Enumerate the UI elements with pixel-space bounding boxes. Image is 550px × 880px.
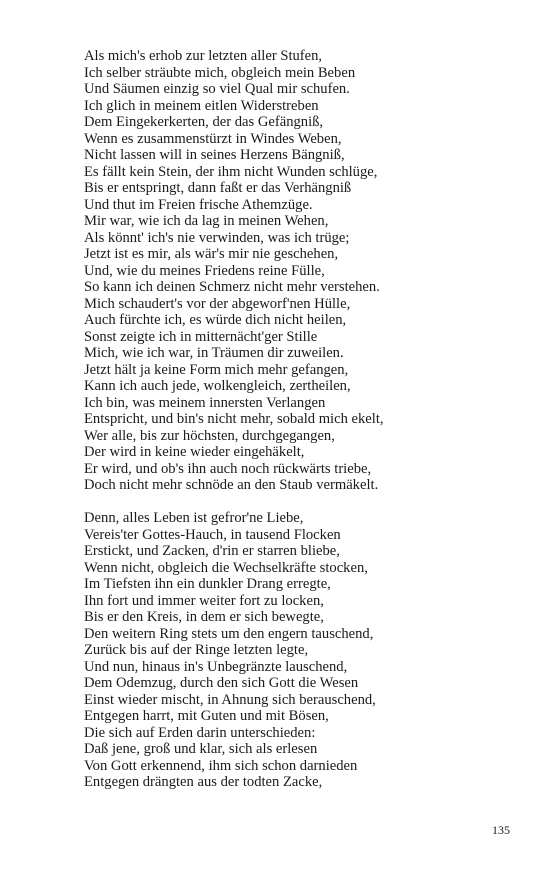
poem-line: Vereis'ter Gottes-Hauch, in tausend Flocken <box>84 526 341 543</box>
poem-line: Ich glich in meinem eitlen Widerstreben <box>84 97 319 114</box>
poem-line: Mir war, wie ich da lag in meinen Wehen, <box>84 213 329 229</box>
poem-line: Auch fürchte ich, es würde dich nicht heilen, <box>84 312 347 328</box>
poem-line: Der wird in keine wieder eingehäkelt, <box>84 444 305 460</box>
poem-line: Dem Odemzug, durch den sich Gott die Wesen <box>84 675 359 691</box>
poem-line: Er wird, und ob's ihn auch noch rückwärts triebe, <box>84 460 372 477</box>
poem-line: Wer alle, bis zur höchsten, durchgegangen, <box>84 427 335 444</box>
poem-line: Entgegen drängten aus der todten Zacke, <box>84 774 323 790</box>
poem-line: Bis er entspringt, dann faßt er das Verhängniß <box>84 180 352 196</box>
poem-line: Es fällt kein Stein, der ihm nicht Wunden schlüge, <box>84 163 378 180</box>
poem-line: Dem Eingekerkerten, der das Gefängniß, <box>84 114 324 130</box>
poem-line: Und nun, hinaus in's Unbegränzte lauschend, <box>84 658 348 675</box>
poem-line: Erstickt, und Zacken, d'rin er starren bliebe, <box>84 543 340 559</box>
poem-line: Nicht lassen will in seines Herzens Bängniß, <box>84 147 345 163</box>
stanza <box>84 510 524 791</box>
poem-line: Mich schaudert's vor der abgeworf'nen Hülle, <box>84 295 351 312</box>
poem-line: Entgegen harrt, mit Guten und mit Bösen, <box>84 708 329 724</box>
poem-line: Und thut im Freien frische Athemzüge. <box>84 196 313 213</box>
poem-line: Von Gott erkennend, ihm sich schon darnieden <box>84 757 358 774</box>
poem-line: Entspricht, und bin's nicht mehr, sobald mich ekelt, <box>84 411 384 427</box>
poem-line: Ihn fort und immer weiter fort zu locken, <box>84 592 324 609</box>
poem-line: Jetzt hält ja keine Form mich mehr gefangen, <box>84 361 349 378</box>
poem-line: Denn, alles Leben ist gefror'ne Liebe, <box>84 510 304 526</box>
poem-line: Mich, wie ich war, in Träumen dir zuweilen. <box>84 345 344 361</box>
stanza <box>84 48 524 494</box>
poem-line: Ich selber sträubte mich, obgleich mein Beben <box>84 64 356 81</box>
poem-line: Als mich's erhob zur letzten aller Stufen, <box>84 48 323 64</box>
poem-line: Wenn nicht, obgleich die Wechselkräfte stocken, <box>84 559 368 576</box>
poem-line: Daß jene, groß und klar, sich als erlesen <box>84 741 318 757</box>
poem-line: Im Tiefsten ihn ein dunkler Drang erregte, <box>84 576 331 592</box>
poem-line: Und, wie du meines Friedens reine Fülle, <box>84 262 325 279</box>
poem-line: Jetzt ist es mir, als wär's mir nie geschehen, <box>84 246 339 262</box>
poem-line: Ich bin, was meinem innersten Verlangen <box>84 394 326 411</box>
poem-line: Zurück bis auf der Ringe letzten legte, <box>84 642 309 658</box>
poem-line: So kann ich deinen Schmerz nicht mehr verstehen. <box>84 279 380 295</box>
poem-line: Und Säumen einzig so viel Qual mir schufen. <box>84 81 350 97</box>
poem-line: Den weitern Ring stets um den engern tauschend, <box>84 625 374 642</box>
poem-line: Einst wieder mischt, in Ahnung sich berauschend, <box>84 691 376 708</box>
poem-line: Sonst zeigte ich in mitternächt'ger Stille <box>84 328 318 345</box>
poem-text <box>84 48 524 791</box>
poem-line: Als könnt' ich's nie verwinden, was ich trüge; <box>84 229 350 246</box>
poem-line: Die sich auf Erden darin unterschieden: <box>84 724 316 741</box>
poem-line: Bis er den Kreis, in dem er sich bewegte, <box>84 609 324 625</box>
poem-line: Wenn es zusammenstürzt in Windes Weben, <box>84 130 342 147</box>
page-number: 135 <box>492 823 510 837</box>
poem-line: Kann ich auch jede, wolkengleich, zertheilen, <box>84 378 351 394</box>
poem-line: Doch nicht mehr schnöde an den Staub vermäkelt. <box>84 477 379 493</box>
